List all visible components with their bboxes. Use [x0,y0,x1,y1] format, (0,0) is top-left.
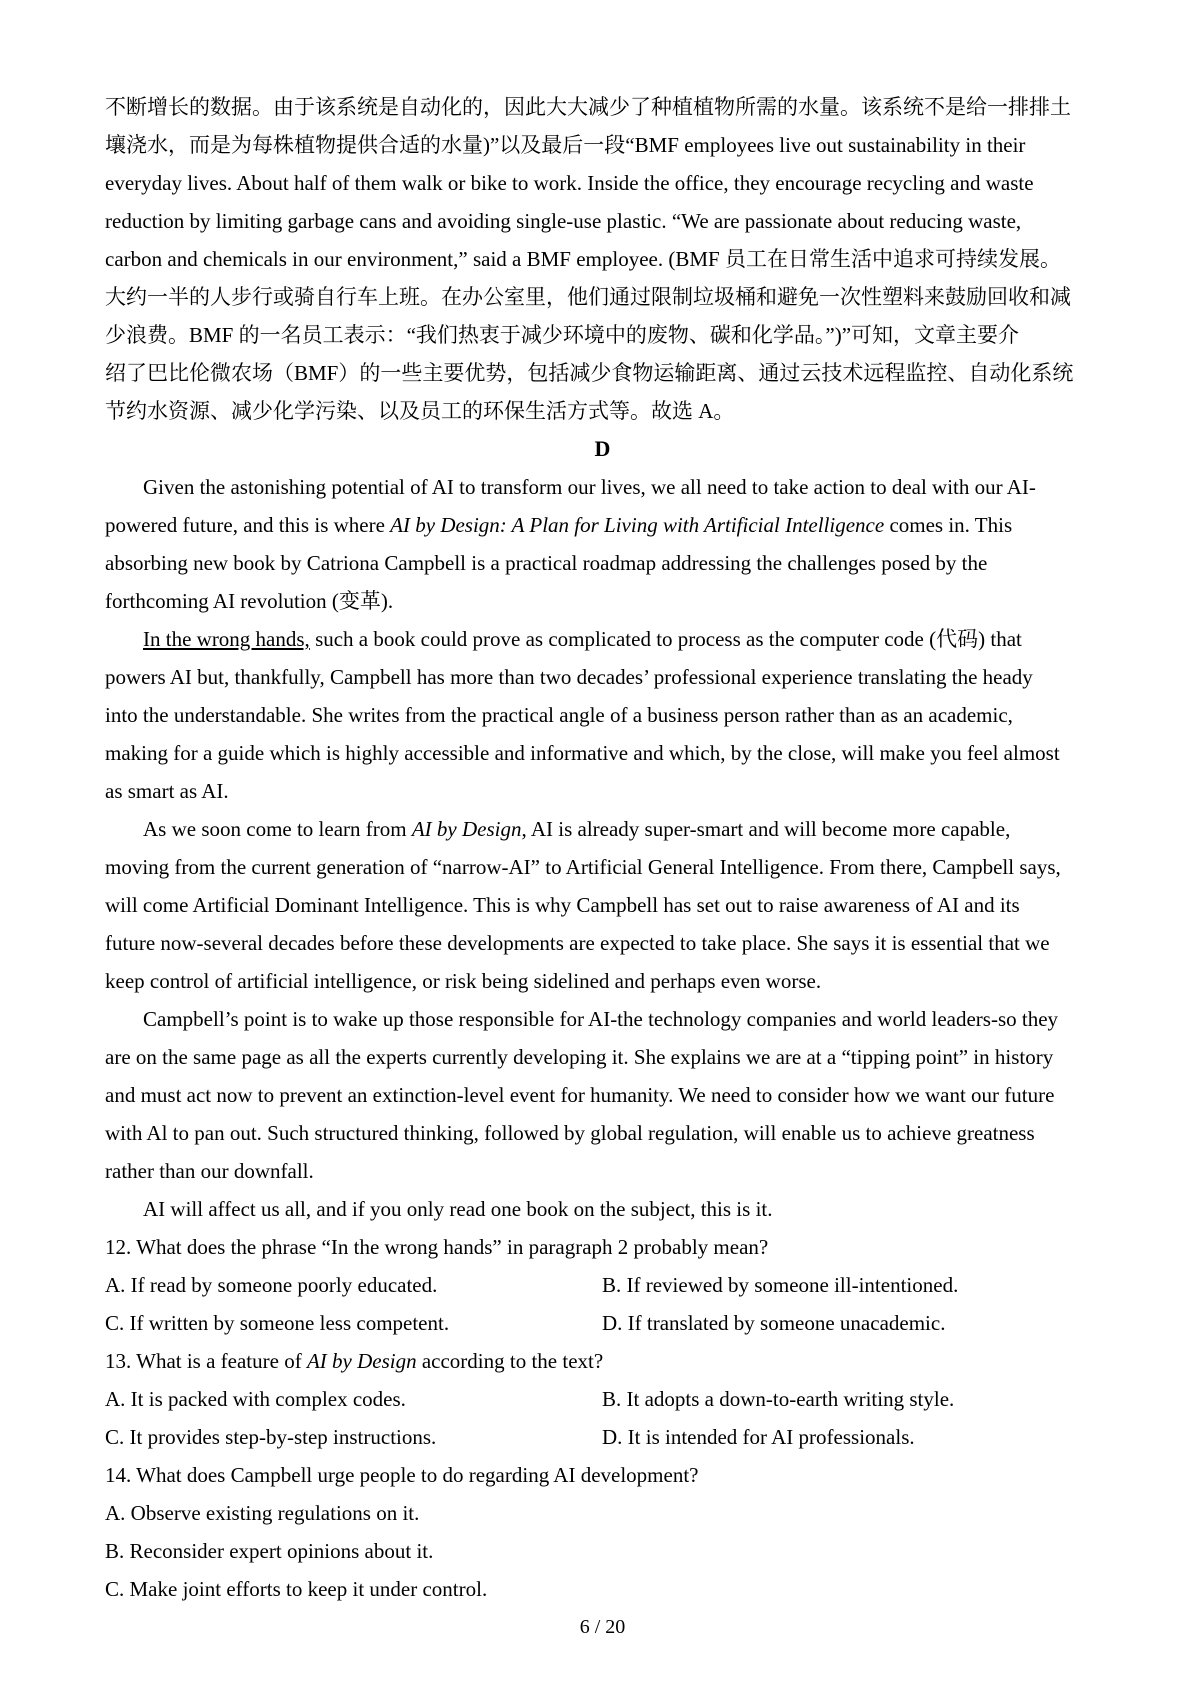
page-number: 6 / 20 [579,1616,626,1638]
text-segment: B. It adopts a down-to-earth writing style. [602,1387,955,1411]
text-segment: everyday lives. About half of them walk or bike to work. Inside the office, they encourage recycling and waste [105,171,1034,195]
option [105,1418,602,1456]
passage-paragraph-3 [105,962,1100,1000]
text-segment: , AI is already super-smart and will become more capable, [521,817,1011,841]
document-content [105,88,1100,1608]
text-segment: D. If translated by someone unacademic. [602,1311,946,1335]
text-segment: future now-several decades before these developments are expected to take place. She says it is essential that we [105,931,1050,955]
question-14-stem [105,1456,1100,1494]
text-segment: are on the same page as all the experts currently developing it. She explains we are at a “tipping point” in history [105,1045,1054,1069]
question-14-options [105,1570,1100,1608]
text-segment: 大约一半的人步行或骑自行车上班。在办公室里，他们通过限制垃圾桶和避免一次性塑料来鼓励回收和减 [105,285,1071,309]
passage-paragraph-1 [105,582,1100,620]
answer-explanation-paragraph [105,126,1100,164]
answer-explanation-paragraph [105,88,1100,126]
passage-paragraph-4 [105,1000,1100,1038]
text-segment: In the wrong hands, [143,627,310,651]
text-segment: rather than our downfall. [105,1159,314,1183]
text-segment: Given the astonishing potential of AI to transform our lives, we all need to take action to deal with our AI- [143,475,1036,499]
text-segment: 绍了巴比伦微农场（BMF）的一些主要优势，包括减少食物运输距离、通过云技术远程监控、自动化系统 [105,361,1074,385]
text-segment: according to the text? [416,1349,604,1373]
question-12-options [105,1266,1100,1304]
passage-paragraph-4 [105,1152,1100,1190]
question-13-options [105,1418,1100,1456]
text-segment: forthcoming AI revolution (变革). [105,589,394,613]
answer-explanation-paragraph [105,316,1100,354]
text-segment: carbon and chemicals in our environment,” said a BMF employee. (BMF 员工在日常生活中追求可持续发展。 [105,247,1061,271]
text-segment: D. It is intended for AI professionals. [602,1425,915,1449]
passage-paragraph-3 [105,886,1100,924]
answer-explanation-paragraph [105,164,1100,202]
option [602,1266,1100,1304]
text-segment: A. Observe existing regulations on it. [105,1501,420,1525]
text-segment: powers AI but, thankfully, Campbell has more than two decades’ professional experience translating the heady [105,665,1033,689]
passage-paragraph-3 [105,848,1100,886]
option [105,1266,602,1304]
question-14-options [105,1494,1100,1532]
passage-paragraph-5 [105,1190,1100,1228]
question-14-options [105,1532,1100,1570]
text-segment: D [594,436,611,461]
text-segment: absorbing new book by Catriona Campbell is a practical roadmap addressing the challenges posed by the [105,551,988,575]
option [602,1418,1100,1456]
text-segment: comes in. This [884,513,1013,537]
text-segment: making for a guide which is highly accessible and informative and which, by the close, will make you feel almost [105,741,1060,765]
passage-paragraph-2 [105,734,1100,772]
text-segment: and must act now to prevent an extinction-level event for humanity. We need to consider how we want our future [105,1083,1055,1107]
text-segment: with Al to pan out. Such structured thinking, followed by global regulation, will enable us to achieve greatness [105,1121,1035,1145]
text-segment: powered future, and this is where [105,513,391,537]
text-segment: AI by Design [411,817,522,841]
text-segment: as smart as AI. [105,779,229,803]
text-segment: such a book could prove as complicated to process as the computer code (代码) that [309,627,1022,651]
passage-paragraph-1 [105,544,1100,582]
option [602,1304,1100,1342]
text-segment: C. Make joint efforts to keep it under control. [105,1577,488,1601]
text-segment: 壤浇水，而是为每株植物提供合适的水量)”以及最后一段“BMF employees live out sustainability in their [105,133,1026,157]
question-13-stem [105,1342,1100,1380]
text-segment: 节约水资源、减少化学污染、以及员工的环保生活方式等。故选 A。 [105,399,735,423]
text-segment: B. If reviewed by someone ill-intentioned. [602,1273,959,1297]
option [602,1380,1100,1418]
passage-paragraph-3 [105,810,1100,848]
answer-explanation-paragraph [105,392,1100,430]
text-segment: C. It provides step-by-step instructions. [105,1425,437,1449]
text-segment: reduction by limiting garbage cans and avoiding single-use plastic. “We are passionate about reducing waste, [105,209,1022,233]
passage-paragraph-1 [105,506,1100,544]
text-segment: 不断增长的数据。由于该系统是自动化的，因此大大减少了种植植物所需的水量。该系统不是给一排排土 [105,95,1071,119]
passage-paragraph-2 [105,696,1100,734]
text-segment: A. If read by someone poorly educated. [105,1273,438,1297]
text-segment: As we soon come to learn from [143,817,412,841]
passage-paragraph-4 [105,1038,1100,1076]
passage-paragraph-4 [105,1076,1100,1114]
answer-explanation-paragraph [105,240,1100,278]
text-segment: B. Reconsider expert opinions about it. [105,1539,434,1563]
text-segment: AI by Design [306,1349,417,1373]
text-segment: into the understandable. She writes from the practical angle of a business person rather than as an academic, [105,703,1013,727]
text-segment: A. It is packed with complex codes. [105,1387,406,1411]
passage-paragraph-3 [105,924,1100,962]
text-segment: 12. What does the phrase “In the wrong hands” in paragraph 2 probably mean? [105,1235,769,1259]
option [105,1380,602,1418]
answer-explanation-paragraph [105,202,1100,240]
question-12-options [105,1304,1100,1342]
text-segment: 13. What is a feature of [105,1349,307,1373]
passage-paragraph-2 [105,772,1100,810]
passage-paragraph-2 [105,658,1100,696]
text-segment: C. If written by someone less competent. [105,1311,450,1335]
answer-explanation-paragraph [105,278,1100,316]
text-segment: Campbell’s point is to wake up those responsible for AI-the technology companies and world leaders-so they [143,1007,1059,1031]
question-12-stem [105,1228,1100,1266]
passage-paragraph-1 [105,468,1100,506]
answer-explanation-paragraph [105,354,1100,392]
text-segment: will come Artificial Dominant Intelligence. This is why Campbell has set out to raise awareness of AI and its [105,893,1020,917]
text-segment: AI by Design: A Plan for Living with Artificial Intelligence [390,513,885,537]
text-segment: 14. What does Campbell urge people to do regarding AI development? [105,1463,699,1487]
text-segment: 少浪费。BMF 的一名员工表示：“我们热衷于减少环境中的废物、碳和化学品。”)”可知，文章主要介 [105,323,1020,347]
passage-paragraph-2 [105,620,1100,658]
text-segment: AI will affect us all, and if you only read one book on the subject, this is it. [143,1197,773,1221]
text-segment: moving from the current generation of “narrow-AI” to Artificial General Intelligence. From there, Campbell says, [105,855,1061,879]
question-13-options [105,1380,1100,1418]
section-d-heading [105,430,1100,468]
text-segment: keep control of artificial intelligence, or risk being sidelined and perhaps even worse. [105,969,822,993]
passage-paragraph-4 [105,1114,1100,1152]
option [105,1304,602,1342]
